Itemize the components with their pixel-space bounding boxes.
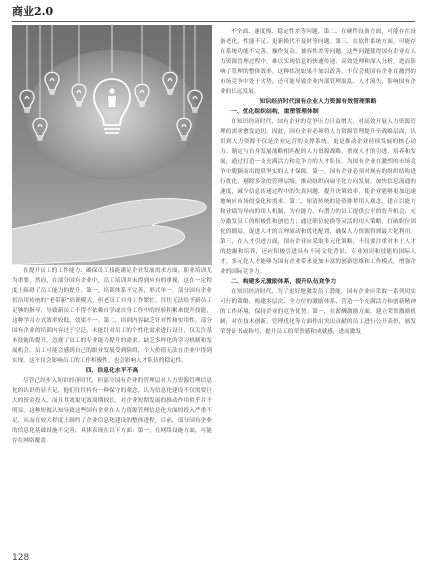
body-paragraph: 在提升员工的工作能力、确保员工技能满足企业发展需求方面，职业培训尤为重要。然而，在部分国有企业中，员工培训并未得到应有的重视，这在一定程度上阻碍了员工能力的提升。第一，培训体系不完善，形式单一。部分国有企业仍沿用传统的“老带新”培训模式，但老员工自身工作繁忙，往往无法给予新员工足够的指导，导致新员工不得不依赖自学或自身工作中的经验积累来提升技能，这种学习方式效率较低，效果不一。第二，培训内容缺乏针对性和实用性。部分国有企业的培训内容过于空泛，未能针对员工的个性化需求进行设计，仅关注基本技能的提升，忽视了员工的专业能力提升的需求。缺乏多样化的学习机制和发展机会，员工可能会感到自己的职业发展受到阻碍，个人价值无法在企业中得到实现，这不仅会影响员工的工作积极性，也会影响人才队伍的稳定性。 [12, 268, 212, 364]
body-paragraph: 不全面、速度慢、稳定性差等问题。第二，在硬件设备方面，可能存在设备老化、性能不足、更新换代不及时等问题。第三，在软件系统方面，可能存在系统功能不完善、操作复杂、兼容性差等问题。这些问题使得国有企业在人力资源管理过程中，难以实现信息的快速传递、高效处理和深入分析，进而影响了管理的整体效率。这种状况如果不加以改善，不仅会使国有企业在激烈的市场竞争中处于劣势，还可能导致企业内部管理混乱、人才流失，影响国有企业的长远发展。 [220, 29, 416, 95]
subsection-heading: 一、优化组织结构，重塑管理体制 [231, 109, 319, 115]
journal-title: 商业2.0 [12, 5, 54, 18]
left-column [12, 266, 212, 446]
main-heading: 知识经济时代国有企业人力资源有效管理策略 [259, 99, 377, 105]
subsection-heading: 二、构建多元激励体系，提升队伍竞争力 [231, 279, 337, 285]
page-number: 128 [12, 553, 30, 563]
header-rule [12, 21, 415, 22]
body-paragraph: 尽管已经步入知识经济时代，但部分国有企业的管理层对人力资源管理信息化的认识仍显不足，他们往往持有一种保守的观念，认为信息化建设不仅需要巨大的资金投入，而且其效果见效周期较长，对企业短期发展的推动作用似乎并不明显。这种短视认知导致这些国有企业在人力资源管理信息化方面的投入严重不足，从而在较大程度上制约了企业信息化建设的整体进程。目前，部分国有企业的信息化基础设施不完善，具体表现在以下方面：第一，在网络设施方面，可能存在网络覆盖 [12, 378, 212, 444]
lightbulbs-hand-illustration [12, 25, 212, 265]
right-column [220, 27, 416, 337]
body-paragraph: 在知识经济时代，国有企业的竞争压力日益增大，对高效开展人力资源管理的需求愈发迫切。因此，国有企业必须将人力资源管理提升至战略层面，认识到人力资源不仅是企业运营的支撑系统，更是推动企业持续发展的核心动力。制定与自身发展战略相匹配的人力资源战略，重视人才的引进、培养和发展，通过打造一支充满活力和竞争力的人才队伍，为国有企业在激烈的市场竞争中脱颖而出提供坚实的人才保障。第一，国有企业必须对现有的组织结构进行优化，剔除多余的管理层级，推动组织向扁平化方向发展，加快信息流通的速度，减少信息传递过程中的失真问题，提升决策效率，使企业能够更加迅速地响应市场的变化和需求。第二，厘清传统的论资排辈用人观念，建立以能力和业绩为导向的用人机制，为有能力、有潜力的员工提供公平的晋升机会，充分激发员工的积极性和创造力；通过职位轮换等灵活的用人策略，打破职位固化的僵局，促进人才的合理流动和优化配置，确保人力资源得到最大化利用。第三，在人才引进方面，国有企业应采取多元化策略，不仅要注重对本土人才的挖掘和培养，还应积极引进具有不同文化背景、专业知识和技能的国际人才。多元化人才能够为国有企业带来更加丰富的创新思维和工作模式，增强企业的国际竞争力。 [220, 119, 416, 275]
body-paragraph: 在知识经济时代，为了更好地激发员工潜能，国有企业应采取一系列切实可行的策略，构建多层次、全方位的激励体系，营造一个充满活力和创新精神的工作环境，保持企业的竞争优势。第一，在薪酬激励方面，建立荣誉激励机制，对在技术创新、管理优化等方面作出突出贡献的员工进行公开表彰，颁发荣誉证书或称号，提升员工的荣誉感和成就感，进而激发 [220, 289, 416, 335]
section-heading: 四、信息化水平不高 [85, 368, 139, 374]
